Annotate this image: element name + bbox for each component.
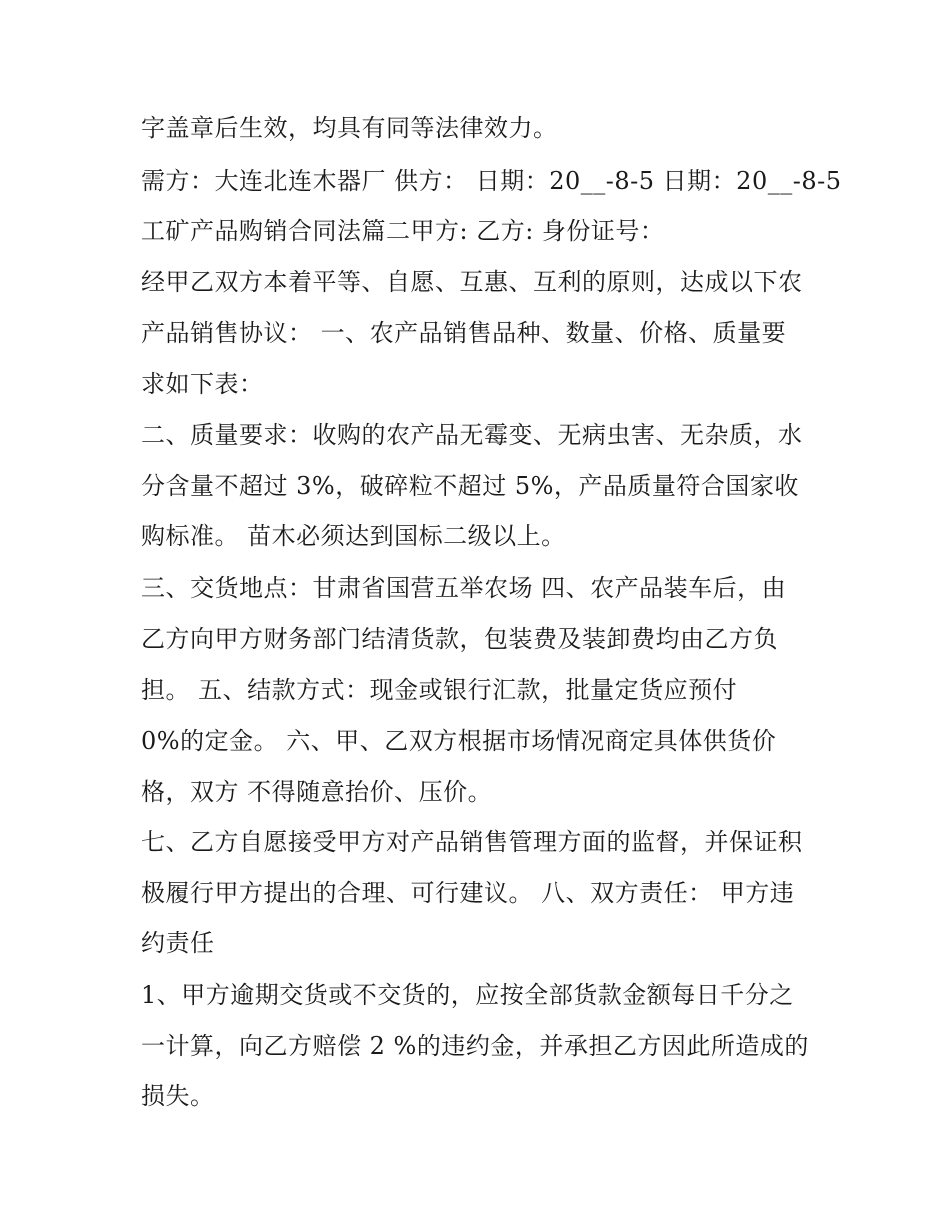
text-line: 分含量不超过 3%，破碎粒不超过 5%，产品质量符合国家收 [141, 472, 799, 500]
text-line: 0%的定金。 六、甲、乙双方根据市场情况商定具体供货价 [141, 727, 777, 755]
text-line: 约责任 [141, 929, 215, 957]
text-line: 乙方向甲方财务部门结清货款，包装费及装卸费均由乙方负 [141, 625, 778, 653]
text-line: 购标准。 苗木必须达到国标二级以上。 [141, 522, 566, 550]
text-line: 经甲乙双方本着平等、自愿、互惠、互利的原则，达成以下农 [141, 268, 803, 296]
text-line: 三、交货地点：甘肃省国营五举农场 四、农产品装车后，由 [141, 574, 787, 602]
text-line: 担。 五、结款方式：现金或银行汇款，批量定货应预付 [141, 676, 738, 704]
text-line: 七、乙方自愿接受甲方对产品销售管理方面的监督，并保证积 [141, 828, 803, 856]
text-line: 求如下表： [141, 370, 264, 398]
text-line: 损失。 [141, 1082, 215, 1110]
text-line: 一计算，向乙方赔偿 2 %的违约金，并承担乙方因此所造成的 [141, 1032, 809, 1060]
text-line: 极履行甲方提出的合理、可行建议。 八、双方责任： 甲方违 [141, 879, 795, 907]
text-line: 产品销售协议： 一、农产品销售品种、数量、价格、质量要 [141, 319, 787, 347]
text-line: 二、质量要求：收购的农产品无霉变、无病虫害、无杂质，水 [141, 421, 803, 449]
text-line: 1、甲方逾期交货或不交货的，应按全部货款金额每日千分之 [141, 981, 794, 1009]
text-line: 工矿产品购销合同法篇二甲方: 乙方: 身份证号： [141, 217, 665, 245]
text-line: 字盖章后生效，均具有同等法律效力。 [141, 114, 558, 142]
text-line: 需方：大连北连木器厂 供方： 日期：20__-8-5 日期：20__-8-5 [141, 167, 842, 195]
text-line: 格，双方 不得随意抬价、压价。 [141, 778, 493, 806]
